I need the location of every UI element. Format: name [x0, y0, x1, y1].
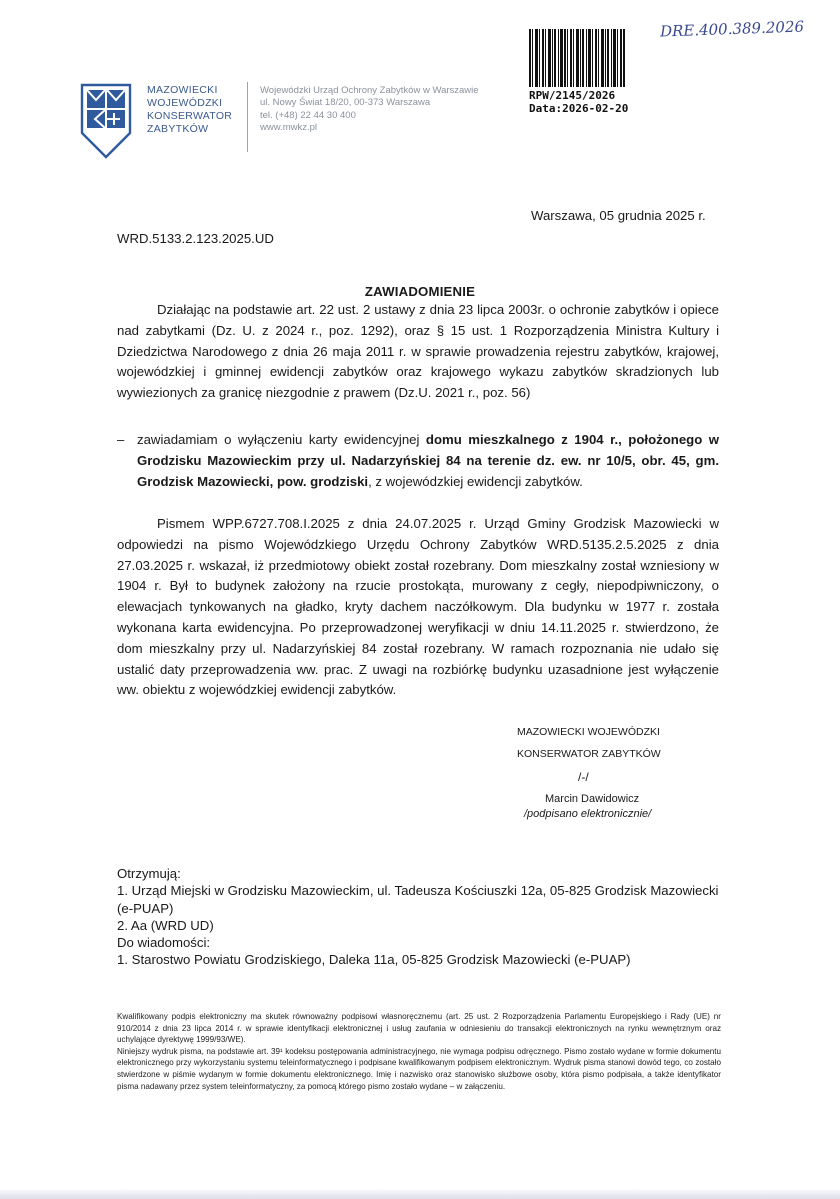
signatory-name: Marcin Dawidowicz [545, 793, 640, 805]
handwritten-note: DRE.400.389.2026 [659, 17, 805, 41]
footer-paragraph: Kwalifikowany podpis elektroniczny ma skutek równoważny podpisowi własnoręcznemu (art. 25 ust. 2 Rozporządzenia Parlamentu Europejskiego i Rady (UE) nr 910/2014 z dnia 23 lipca 2014 r. w sprawie identyfikacji elektronicznej i usług zaufania w odniesieniu do transakcji elektronicznych na rynku wewnętrznym oraz uchylające dyrektywę 1999/93/WE). [117, 1012, 721, 1045]
registration-number: RPW/2145/2026 [529, 89, 616, 102]
notice-intro: zawiadamiam o wyłączeniu karty ewidencyjnej [137, 432, 426, 447]
org-name-line: KONSERWATOR [147, 110, 233, 122]
justification-paragraph: Pismem WPP.6727.708.I.2025 z dnia 24.07.2025 r. Urząd Gminy Grodzisk Mazowiecki w odpowiedzi na pismo Wojewódzkiego Urzędu Ochrony Zabytków WRD.5135.2.5.2025 z dnia 27.03.2025 r. wskazał, iż przedmiotowy obiekt został rozebrany. Dom mieszkalny został wzniesiony w 1904 r. Był to budynek założony na rzucie prostokąta, murowany z cegły, niepodpiwniczony, o elewacjach tynkowanych na gładko, kryty dachem naczółkowym. Dla budynku w 1977 r. została wykonana karta ewidencyjna. Po przeprowadzonej weryfikacji w dniu 14.11.2025 r. stwierdzono, że dom mieszkalny przy ul. Nadarzyńskiej 84 został rozebrany. W ramach rozpoznania nie udało się ustalić daty przeprowadzenia ww. prac. Z uwagi na rozbiórkę budynku uzasadnione jest wyłączenie ww. obiektu z wojewódzkiej ewidencji zabytków. [117, 516, 719, 698]
recipient-line: 2. Aa (WRD UD) [117, 917, 214, 933]
footer-paragraph: Niniejszy wydruk pisma, na podstawie art. 39¹ kodeksu postępowania administracyjnego, nie wymaga podpisu odręcznego. Pismo zostało wydane w formie dokumentu elektronicznego przy wykorzystaniu systemu teleinformatycznego i podpisane kwalifikowanym podpisem elektronicznym. Wydruk pisma stanowi dowód tego, co zostało stwierdzone w piśmie wydanym w formie dokumentu elektronicznego. Imię i nazwisko oraz stanowisko służbowe osoby, która pismo podpisała, a także identyfikator pisma nadawany przez system teleinformatyczny, za pomocą którego pismo zostało wydane – w załączeniu. [117, 1046, 721, 1091]
cc-line: 1. Starostwo Powiatu Grodziskiego, Daleka 11a, 05-825 Grodzisk Mazowiecki (e-PUAP) [117, 952, 631, 968]
notice-item [117, 430, 719, 492]
cc-heading: Do wiadomości: [117, 935, 211, 951]
recipient-line: (e-PUAP) [117, 900, 174, 916]
signature-org-line: KONSERWATOR ZABYTKÓW [517, 748, 661, 760]
place-date: Warszawa, 05 grudnia 2025 r. [531, 208, 706, 223]
barcode-icon [529, 29, 625, 87]
signature-mark: /-/ [578, 770, 589, 784]
office-line: Wojewódzki Urząd Ochrony Zabytków w Warszawie [260, 85, 479, 96]
reference-number: WRD.5133.2.123.2025.UD [117, 231, 274, 246]
office-line: tel. (+48) 22 44 30 400 [260, 109, 356, 121]
notice-object: domu mieszkalnego z 1904 r., położonego w Grodzisku Mazowieckim przy ul. Nadarzyńskiej 84 na terenie dz. ew. nr 10/5, obr. 45, gm. Grodzisk Mazowiecki, pow. grodziski [137, 432, 720, 489]
office-address [260, 85, 479, 135]
mwkz-logo-icon [80, 83, 132, 159]
dash-bullet: – [117, 432, 125, 447]
scan-edge [0, 1188, 840, 1199]
signature-org-line: MAZOWIECKI WOJEWÓDZKI [517, 726, 660, 738]
organization-name [147, 84, 232, 136]
org-name-line: ZABYTKÓW [147, 123, 209, 135]
document-title: ZAWIADOMIENIE [364, 284, 476, 299]
notice-text [137, 430, 719, 492]
recipients-list [117, 865, 737, 969]
signature-note: /podpisano elektronicznie/ [524, 808, 652, 820]
recipients-heading: Otrzymują: [117, 866, 181, 881]
org-name-line: WOJEWÓDZKI [147, 97, 223, 109]
office-website: www.mwkz.pl [260, 122, 318, 134]
legal-basis-paragraph: Działając na podstawie art. 22 ust. 2 ustawy z dnia 23 lipca 2003r. o ochronie zabytków i opiece nad zabytkami (Dz. U. z 2024 r., poz. 1292), oraz § 15 ust. 1 Rozporządzenia Ministra Kultury i Dziedzictwa Narodowego z dnia 26 maja 2011 r. w sprawie prowadzenia rejestru zabytków, krajowej, wojewódzkiej i gminnej ewidencji zabytków oraz krajowego wykazu zabytków skradzionych lub wywiezionych za granicę niezgodnie z prawem (Dz.U. 2021 r., poz. 56) [117, 302, 719, 401]
org-name-line: MAZOWIECKI [147, 84, 218, 96]
legal-footer [117, 1011, 721, 1092]
registration-date: Data:2026-02-20 [529, 102, 629, 115]
notice-end: , z wojewódzkiej ewidencji zabytków. [368, 473, 583, 489]
header-divider [247, 82, 248, 152]
office-line: ul. Nowy Świat 18/20, 00-373 Warszawa [260, 97, 431, 109]
recipient-line: 1. Urząd Miejski w Grodzisku Mazowieckim, ul. Tadeusza Kościuszki 12a, 05-825 Grodzisk Mazowiecki [117, 883, 719, 899]
